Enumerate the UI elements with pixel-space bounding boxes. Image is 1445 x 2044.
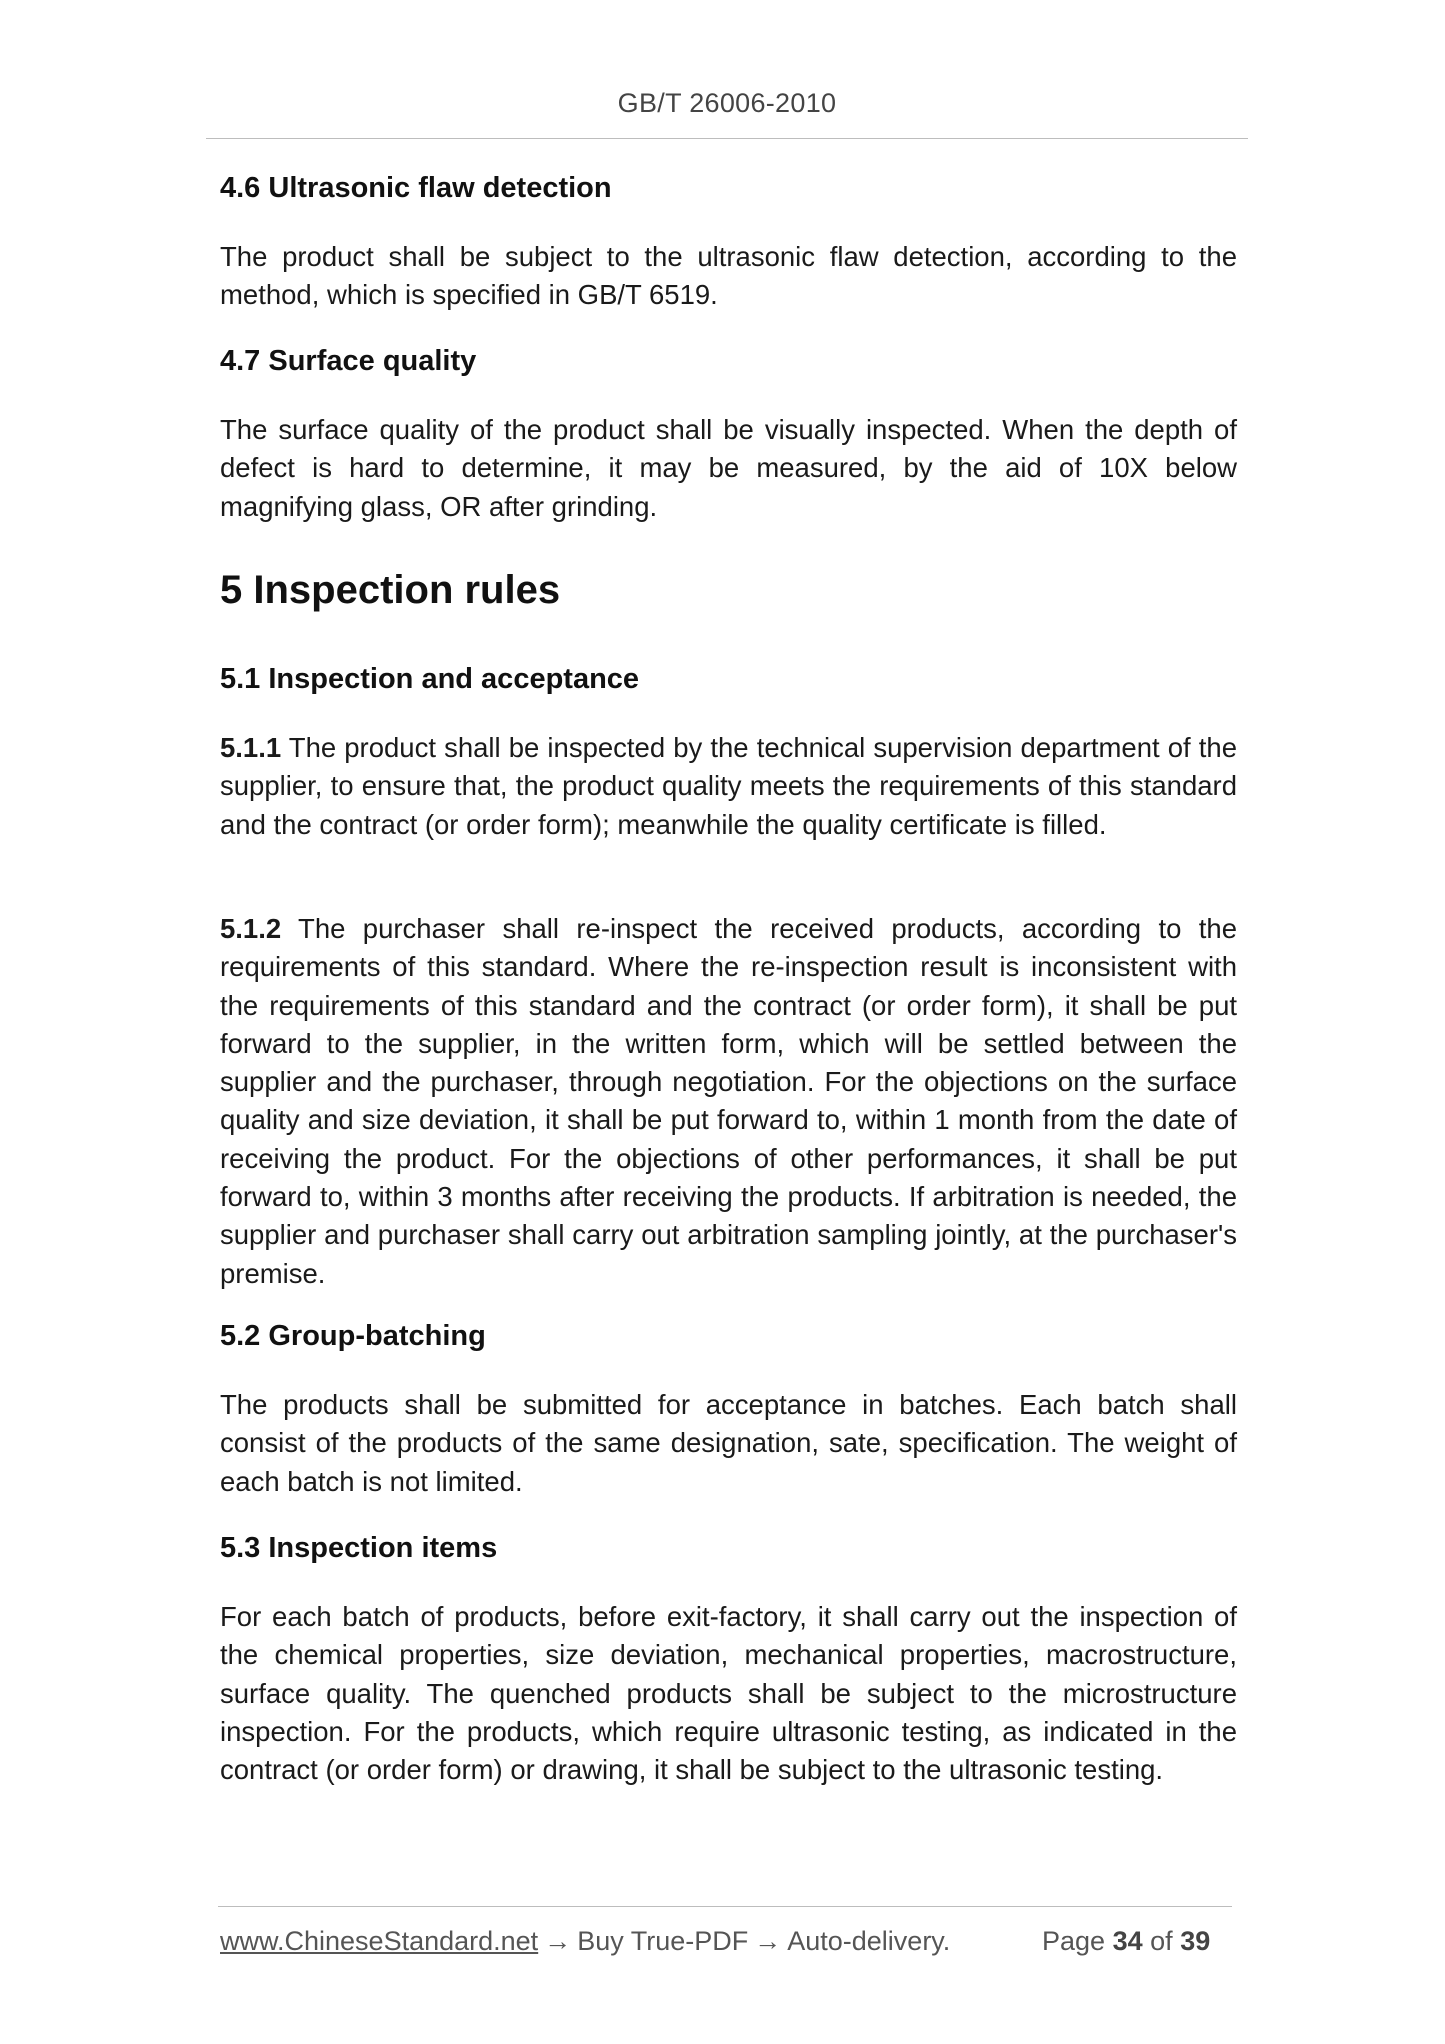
page-of-label: of <box>1150 1926 1173 1956</box>
section-5-3-text: For each batch of products, before exit-factory, it shall carry out the inspection of the chemical properties, size deviation, mechanical properties, macrostructure, surface quality. The quenched products shall be subject to the microstructure inspection. For the products, which require ultrasonic testing, as indicated in the contract (or order form) or drawing, it shall be subject to the ultrasonic testing. <box>220 1601 1237 1786</box>
section-5-2-text: The products shall be submitted for acceptance in batches. Each batch shall consist of the products of the same designation, sate, specification. The weight of each batch is not limited. <box>220 1389 1237 1497</box>
page-number <box>1042 1926 1210 1957</box>
arrow-right-icon: → <box>544 1926 572 1956</box>
page-current: 34 <box>1112 1926 1143 1956</box>
arrow-right-icon: → <box>754 1926 782 1956</box>
website-link[interactable]: www.ChineseStandard.net <box>220 1926 539 1956</box>
auto-delivery-text: Auto-delivery. <box>787 1926 951 1956</box>
section-4-7-text: The surface quality of the product shall be visually inspected. When the depth of defect is hard to determine, it may be measured, by the aid of 10X below magnifying glass, OR after grinding. <box>220 414 1237 522</box>
section-4-6-heading: 4.6 Ultrasonic flaw detection <box>220 172 612 204</box>
section-4-6-text: The product shall be subject to the ultrasonic flaw detection, according to the method, which is specified in GB/T 6519. <box>220 241 1237 311</box>
footer-divider <box>218 1906 1232 1907</box>
clause-5-1-2 <box>220 910 1237 1293</box>
section-5-1-heading: 5.1 Inspection and acceptance <box>220 663 640 695</box>
clause-5-1-2-number: 5.1.2 <box>220 913 282 944</box>
page-total: 39 <box>1180 1926 1211 1956</box>
header-divider <box>206 138 1248 139</box>
footer-promo <box>220 1926 950 1957</box>
section-5-2-heading: 5.2 Group-batching <box>220 1320 486 1352</box>
clause-5-1-1 <box>220 729 1237 844</box>
clause-5-1-1-text: The product shall be inspected by the technical supervision department of the supplier, to ensure that, the product quality meets the requirements of this standard and the contract (or order form); meanwhile the quality certificate is filled. <box>220 732 1237 840</box>
section-4-7-heading: 4.7 Surface quality <box>220 345 477 377</box>
clause-5-1-1-number: 5.1.1 <box>220 732 282 763</box>
clause-5-1-2-text: The purchaser shall re-inspect the received products, according to the requirements of this standard. Where the re-inspection result is inconsistent with the requirements of this standard and the contract (or order form), it shall be put forward to the supplier, in the written form, which will be settled between the supplier and the purchaser, through negotiation. For the objections on the surface quality and size deviation, it shall be put forward to, within 1 month from the date of receiving the product. For the objections of other performances, it shall be put forward to, within 3 months after receiving the products. If arbitration is needed, the supplier and purchaser shall carry out arbitration sampling jointly, at the purchaser's premise. <box>220 913 1237 1289</box>
section-5-heading: 5 Inspection rules <box>220 568 561 612</box>
section-5-3-heading: 5.3 Inspection items <box>220 1532 498 1564</box>
page-label: Page <box>1042 1926 1106 1956</box>
document-code-header: GB/T 26006-2010 <box>617 88 837 118</box>
buy-pdf-text: Buy True-PDF <box>577 1926 749 1956</box>
